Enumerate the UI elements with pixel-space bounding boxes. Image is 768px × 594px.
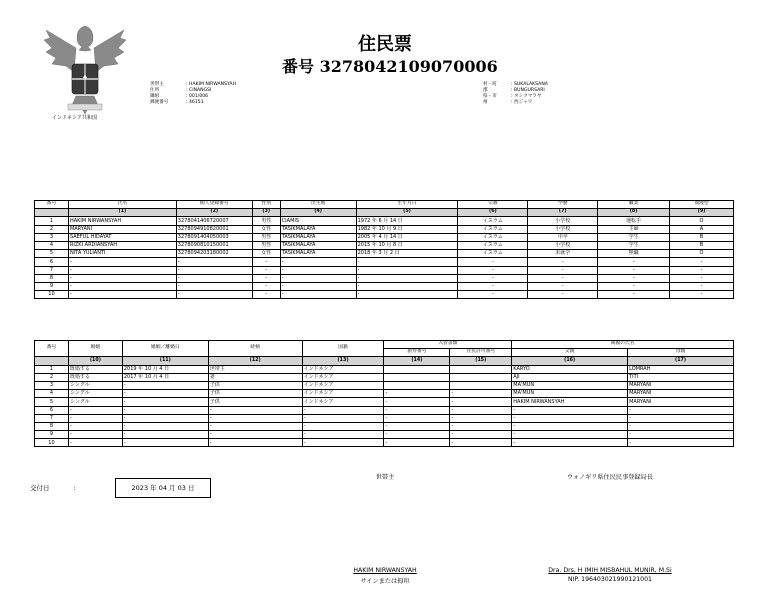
table-cell: - bbox=[670, 258, 734, 266]
col-subheader: 母親 bbox=[628, 349, 734, 357]
civil-status-table bbox=[34, 340, 734, 447]
col-number: (13) bbox=[302, 357, 384, 365]
col-subheader: 住民許可番号 bbox=[450, 349, 512, 357]
col-header: 番号 bbox=[35, 341, 69, 357]
table-cell: 無職 bbox=[598, 250, 670, 258]
col-header: 個人登録番号 bbox=[176, 201, 252, 209]
col-number: (9) bbox=[670, 209, 734, 217]
table-cell: - bbox=[528, 266, 598, 274]
table-cell: - bbox=[528, 274, 598, 282]
table-cell: - bbox=[68, 439, 122, 447]
table-cell: HAKIM NIRWANSYAH bbox=[68, 217, 176, 225]
table-cell: 男性 bbox=[252, 233, 280, 241]
col-number: (4) bbox=[280, 209, 356, 217]
head-of-family-title: 世帯主 bbox=[375, 474, 395, 481]
table-cell: 6 bbox=[35, 258, 69, 266]
col-number: (1) bbox=[68, 209, 176, 217]
col-number: (6) bbox=[458, 209, 528, 217]
table-cell: イスラム bbox=[458, 233, 528, 241]
col-header: 生年月日 bbox=[356, 201, 458, 209]
table-cell: - bbox=[68, 274, 176, 282]
col-number bbox=[35, 209, 69, 217]
table-row bbox=[35, 291, 734, 299]
issued-date-box: 2023 年 04 月 03 日 bbox=[115, 478, 211, 498]
table-cell: 学生 bbox=[598, 233, 670, 241]
table-cell: - bbox=[122, 414, 208, 422]
emblem-caption: インドネシア共和国 bbox=[52, 115, 97, 121]
col-header: 氏名 bbox=[68, 201, 176, 209]
col-number: (17) bbox=[628, 357, 734, 365]
table-cell: - bbox=[450, 406, 512, 414]
table-cell: - bbox=[122, 422, 208, 430]
table-cell: RIZKI ARDIANSYAH bbox=[68, 241, 176, 249]
table-cell: - bbox=[628, 431, 734, 439]
table-cell: 5 bbox=[35, 398, 69, 406]
table-cell: 2005 年 4 月 14 日 bbox=[356, 233, 458, 241]
col-number bbox=[35, 357, 69, 365]
table-cell: - bbox=[208, 406, 302, 414]
table-cell: 2 bbox=[35, 225, 69, 233]
table-cell: O bbox=[670, 217, 734, 225]
table-cell: - bbox=[122, 406, 208, 414]
table-row bbox=[35, 225, 734, 233]
table-cell: KARYO bbox=[512, 365, 628, 373]
table-row bbox=[35, 422, 734, 430]
col-header: 婚姻 bbox=[68, 341, 122, 357]
table-cell: - bbox=[598, 258, 670, 266]
table-cell: 3278094910820001 bbox=[176, 225, 252, 233]
table-cell: - bbox=[208, 422, 302, 430]
table-cell: - bbox=[384, 439, 450, 447]
col-number: (2) bbox=[176, 209, 252, 217]
col-number: (10) bbox=[68, 357, 122, 365]
table-header-row bbox=[35, 201, 734, 209]
table-cell: シングル bbox=[68, 398, 122, 406]
table-cell: - bbox=[356, 274, 458, 282]
table-cell: - bbox=[280, 282, 356, 290]
number-label: 番号 bbox=[282, 57, 315, 76]
table-row bbox=[35, 406, 734, 414]
table-cell bbox=[384, 381, 450, 389]
table-cell: 主婦 bbox=[598, 225, 670, 233]
col-header: 両親の氏名 bbox=[512, 341, 734, 349]
table-cell: - bbox=[512, 431, 628, 439]
table-cell: CIAMIS bbox=[280, 217, 356, 225]
table-cell: MARYANI bbox=[628, 381, 734, 389]
table-cell: - bbox=[450, 398, 512, 406]
table-cell: 3278091404050003 bbox=[176, 233, 252, 241]
table-row bbox=[35, 258, 734, 266]
table-cell: 1982 年 10 月 9 日 bbox=[356, 225, 458, 233]
table-cell: - bbox=[528, 258, 598, 266]
col-number: (7) bbox=[528, 209, 598, 217]
table-cell: - bbox=[68, 406, 122, 414]
table-cell: TITI bbox=[628, 373, 734, 381]
table-cell: インドネシア bbox=[302, 381, 384, 389]
table-cell: - bbox=[122, 381, 208, 389]
table-cell: - bbox=[208, 431, 302, 439]
table-cell: 1 bbox=[35, 365, 69, 373]
table-cell: インドネシア bbox=[302, 365, 384, 373]
table-cell: - bbox=[384, 422, 450, 430]
table-cell: 妻 bbox=[208, 373, 302, 381]
table-cell: 2 bbox=[35, 373, 69, 381]
table-row bbox=[35, 398, 734, 406]
issued-date-label: 交付日 : bbox=[30, 484, 76, 492]
table-cell: - bbox=[628, 422, 734, 430]
table-cell: - bbox=[176, 291, 252, 299]
table-cell: - bbox=[384, 431, 450, 439]
table-cell: - bbox=[280, 274, 356, 282]
table-cell bbox=[450, 373, 512, 381]
table-header-row bbox=[35, 341, 734, 349]
table-cell: - bbox=[302, 414, 384, 422]
table-cell: - bbox=[68, 266, 176, 274]
table-cell: AJI bbox=[512, 373, 628, 381]
table-cell: イスラム bbox=[458, 217, 528, 225]
table-cell: 2017 年 10 月 4 日 bbox=[122, 373, 208, 381]
table-cell: 子供 bbox=[208, 381, 302, 389]
table-cell: - bbox=[458, 266, 528, 274]
document-number bbox=[282, 54, 522, 77]
table-cell: 女性 bbox=[252, 225, 280, 233]
table-cell: 中卒 bbox=[528, 233, 598, 241]
table-cell: 女性 bbox=[252, 250, 280, 258]
col-number: (11) bbox=[122, 357, 208, 365]
official-name: Dra. Drs, H IMIH MISBAHUL MUNIR, M.Si bbox=[548, 567, 672, 574]
table-cell: HAKIM NIRWANSYAH bbox=[512, 398, 628, 406]
table-row bbox=[35, 233, 734, 241]
table-cell: - bbox=[450, 390, 512, 398]
table-cell: - bbox=[252, 282, 280, 290]
table-cell: 8 bbox=[35, 274, 69, 282]
table-cell: 未就学 bbox=[528, 250, 598, 258]
table-cell: イスラム bbox=[458, 250, 528, 258]
table-cell: TASIKMALAYA bbox=[280, 250, 356, 258]
table-cell: - bbox=[176, 274, 252, 282]
table-cell: - bbox=[384, 414, 450, 422]
table-cell: - bbox=[458, 291, 528, 299]
table-cell: 1972 年 6 月 14 日 bbox=[356, 217, 458, 225]
table-cell: 学生 bbox=[598, 241, 670, 249]
table-cell: 9 bbox=[35, 431, 69, 439]
col-header: 宗教 bbox=[458, 201, 528, 209]
table-cell: - bbox=[122, 439, 208, 447]
table-cell: - bbox=[598, 282, 670, 290]
table-cell: - bbox=[252, 258, 280, 266]
table-cell: インドネシア bbox=[302, 390, 384, 398]
table-cell: A bbox=[670, 225, 734, 233]
info-row: 世帯主 : HAKIM NIRWANSYAH bbox=[150, 82, 237, 87]
table-cell: 8 bbox=[35, 422, 69, 430]
table-row bbox=[35, 381, 734, 389]
table-cell: - bbox=[68, 291, 176, 299]
table-cell: - bbox=[302, 431, 384, 439]
table-cell: - bbox=[512, 406, 628, 414]
table-row bbox=[35, 266, 734, 274]
table-cell: インドネシア bbox=[302, 398, 384, 406]
document-title: 住民票 bbox=[358, 34, 412, 55]
table-cell: イスラム bbox=[458, 225, 528, 233]
table-cell: - bbox=[302, 439, 384, 447]
table-cell: MARYANI bbox=[628, 390, 734, 398]
info-row: 村・町 : SUKALAKSANA bbox=[483, 82, 548, 87]
table-cell: - bbox=[252, 291, 280, 299]
table-cell: 5 bbox=[35, 250, 69, 258]
table-cell: - bbox=[280, 291, 356, 299]
table-cell: - bbox=[68, 422, 122, 430]
table-cell: MA'MUN bbox=[512, 381, 628, 389]
table-cell: シングル bbox=[68, 381, 122, 389]
table-cell: - bbox=[208, 414, 302, 422]
table-cell: O bbox=[670, 250, 734, 258]
official-nip: NIP. 196403021990121001 bbox=[567, 576, 652, 583]
col-header: 国籍 bbox=[302, 341, 384, 357]
table-cell: - bbox=[528, 282, 598, 290]
table-cell: 10 bbox=[35, 439, 69, 447]
col-subheader: 父親 bbox=[512, 349, 628, 357]
col-number: (3) bbox=[252, 209, 280, 217]
head-of-family-name: HAKIM NIRWANSYAH bbox=[353, 567, 417, 574]
table-cell: 小学校 bbox=[528, 225, 598, 233]
table-cell: 2019 年 10 月 4 日 bbox=[122, 365, 208, 373]
table-cell: TASIKMALAYA bbox=[280, 225, 356, 233]
table-cell: - bbox=[384, 390, 450, 398]
table-cell: - bbox=[384, 406, 450, 414]
table-cell: 2015 年 10 月 8 日 bbox=[356, 241, 458, 249]
garuda-emblem bbox=[40, 18, 130, 118]
col-header: 出生地 bbox=[280, 201, 356, 209]
table-row bbox=[35, 241, 734, 249]
signature-note: サインまたは拇印 bbox=[360, 578, 410, 585]
table-cell: - bbox=[68, 414, 122, 422]
table-cell: B bbox=[670, 233, 734, 241]
table-cell: 世帯主 bbox=[208, 365, 302, 373]
table-cell: - bbox=[302, 406, 384, 414]
table-cell: NITA YULIANTI bbox=[68, 250, 176, 258]
info-row: 住所 : CINANGSI bbox=[150, 88, 212, 93]
official-title: ウォノギリ県住民民事登録局長 bbox=[566, 474, 654, 481]
table-cell: 3278090810150001 bbox=[176, 241, 252, 249]
col-number: (5) bbox=[356, 209, 458, 217]
table-cell: 小学校 bbox=[528, 241, 598, 249]
table-row bbox=[35, 414, 734, 422]
table-cell: 3 bbox=[35, 233, 69, 241]
table-cell: 既婚する bbox=[68, 365, 122, 373]
table-cell: - bbox=[450, 414, 512, 422]
col-number: (14) bbox=[384, 357, 450, 365]
table-cell: - bbox=[122, 431, 208, 439]
table-cell: - bbox=[670, 282, 734, 290]
table-cell: 7 bbox=[35, 266, 69, 274]
col-number: (16) bbox=[512, 357, 628, 365]
table-cell bbox=[450, 365, 512, 373]
table-row bbox=[35, 390, 734, 398]
col-header: 婚姻／離婚日 bbox=[122, 341, 208, 357]
table-cell: - bbox=[512, 422, 628, 430]
table-cell: 7 bbox=[35, 414, 69, 422]
table-cell: 男性 bbox=[252, 241, 280, 249]
table-cell: - bbox=[512, 439, 628, 447]
table-row bbox=[35, 439, 734, 447]
table-cell: - bbox=[68, 431, 122, 439]
table-cell: - bbox=[598, 291, 670, 299]
table-cell: - bbox=[356, 258, 458, 266]
table-cell: 1 bbox=[35, 217, 69, 225]
info-row: 郡 : BUNGURSARI bbox=[483, 88, 545, 93]
table-cell: TASIKMALAYA bbox=[280, 241, 356, 249]
table-cell: - bbox=[528, 291, 598, 299]
table-cell: - bbox=[356, 282, 458, 290]
table-row bbox=[35, 274, 734, 282]
table-cell: 子供 bbox=[208, 398, 302, 406]
table-cell: 3278094203180002 bbox=[176, 250, 252, 258]
table-cell: 運転手 bbox=[598, 217, 670, 225]
col-header: 続柄 bbox=[208, 341, 302, 357]
col-number: (12) bbox=[208, 357, 302, 365]
col-header: 入管書類 bbox=[384, 341, 512, 349]
table-cell: 2018 年 3 月 2 日 bbox=[356, 250, 458, 258]
table-cell: - bbox=[122, 398, 208, 406]
table-cell: - bbox=[598, 274, 670, 282]
col-subheader: 旅券番号 bbox=[384, 349, 450, 357]
table-cell: MA'MUN bbox=[512, 390, 628, 398]
info-row: 隣組 : 001/006 bbox=[150, 94, 209, 99]
table-row bbox=[35, 431, 734, 439]
table-cell: - bbox=[450, 422, 512, 430]
family-members-table bbox=[34, 200, 734, 299]
table-cell: - bbox=[280, 266, 356, 274]
table-cell: 既婚する bbox=[68, 373, 122, 381]
table-cell: - bbox=[176, 266, 252, 274]
table-cell bbox=[384, 365, 450, 373]
table-cell: 男性 bbox=[252, 217, 280, 225]
table-cell: - bbox=[458, 274, 528, 282]
table-cell: LOMRAH bbox=[628, 365, 734, 373]
table-cell: インドネシア bbox=[302, 373, 384, 381]
table-cell: - bbox=[628, 406, 734, 414]
table-cell: - bbox=[458, 258, 528, 266]
table-cell: 3278041406720007 bbox=[176, 217, 252, 225]
table-cell: - bbox=[598, 266, 670, 274]
table-cell: - bbox=[512, 414, 628, 422]
table-cell: - bbox=[122, 390, 208, 398]
table-cell: B bbox=[670, 241, 734, 249]
table-cell: MARYANI bbox=[68, 225, 176, 233]
table-cell: - bbox=[670, 291, 734, 299]
col-header: 学歴 bbox=[528, 201, 598, 209]
col-header: 番号 bbox=[35, 201, 69, 209]
table-cell: MARYANI bbox=[628, 398, 734, 406]
table-cell bbox=[384, 373, 450, 381]
table-cell: 10 bbox=[35, 291, 69, 299]
table-cell: - bbox=[628, 414, 734, 422]
table-cell: - bbox=[252, 274, 280, 282]
table-cell: - bbox=[356, 266, 458, 274]
column-number-row bbox=[35, 357, 734, 365]
table-cell: SAEFUL HIDAYAT bbox=[68, 233, 176, 241]
table-cell: - bbox=[176, 258, 252, 266]
col-number: (15) bbox=[450, 357, 512, 365]
table-cell: - bbox=[176, 282, 252, 290]
table-cell: 3 bbox=[35, 381, 69, 389]
table-cell: - bbox=[252, 266, 280, 274]
table-cell: - bbox=[356, 291, 458, 299]
table-cell: 4 bbox=[35, 390, 69, 398]
table-row bbox=[35, 365, 734, 373]
household-info-right bbox=[483, 82, 548, 106]
table-cell: イスラム bbox=[458, 241, 528, 249]
table-cell: - bbox=[670, 274, 734, 282]
col-header: 性別 bbox=[252, 201, 280, 209]
table-row bbox=[35, 250, 734, 258]
column-number-row bbox=[35, 209, 734, 217]
table-row bbox=[35, 373, 734, 381]
table-row bbox=[35, 217, 734, 225]
table-cell: - bbox=[302, 422, 384, 430]
table-cell: 6 bbox=[35, 406, 69, 414]
col-number: (8) bbox=[598, 209, 670, 217]
table-cell: - bbox=[450, 431, 512, 439]
table-cell: - bbox=[384, 398, 450, 406]
table-cell: - bbox=[450, 439, 512, 447]
col-header: 職業 bbox=[598, 201, 670, 209]
table-cell: TASIKMALAYA bbox=[280, 233, 356, 241]
table-cell bbox=[450, 381, 512, 389]
table-cell: - bbox=[280, 258, 356, 266]
col-header: 血液型 bbox=[670, 201, 734, 209]
info-row: 郵便番号 : 46151 bbox=[150, 100, 204, 105]
table-row bbox=[35, 282, 734, 290]
table-cell: 9 bbox=[35, 282, 69, 290]
table-cell: シングル bbox=[68, 390, 122, 398]
table-cell: - bbox=[208, 439, 302, 447]
table-cell: - bbox=[458, 282, 528, 290]
table-cell: 子供 bbox=[208, 390, 302, 398]
table-cell: - bbox=[68, 282, 176, 290]
table-cell: - bbox=[628, 439, 734, 447]
table-cell: 小学校 bbox=[528, 217, 598, 225]
info-row: 県・市 : タシクマラヤ bbox=[483, 94, 542, 99]
household-info-left bbox=[150, 82, 236, 106]
table-cell: - bbox=[670, 266, 734, 274]
table-cell: - bbox=[68, 258, 176, 266]
info-row: 州 : 西ジャワ bbox=[483, 100, 533, 105]
table-cell: 4 bbox=[35, 241, 69, 249]
number-value: 3278042109070006 bbox=[319, 57, 498, 76]
